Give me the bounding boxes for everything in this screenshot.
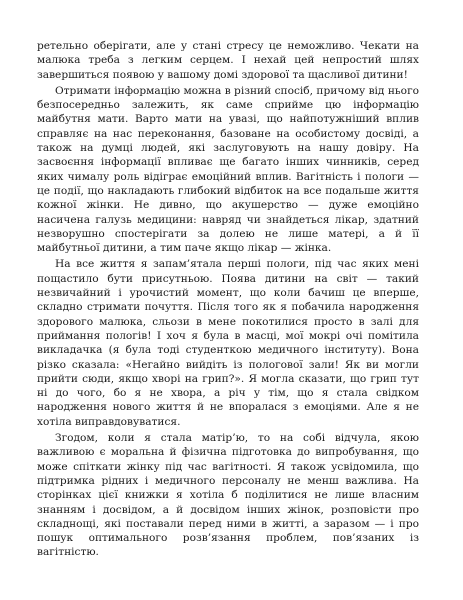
body-text: [37, 39, 419, 562]
paragraph-2: Отримати інформацію можна в різний спосіб, причому від нього безпосередньо залежить, як саме сприйме цю інформацію майбутня мати. Варто мати на увазі, що найпотужніший вплив справляє на нас переконання, базоване на особистому досвіді, а також на думці людей, які заслуговують на нашу довіру. На засвоєння інформації впливає ще багато інших чинників, серед яких чималу роль відіграє емоційний вплив. Вагітність і пологи — це події, що накладають глибокий відбиток на все подальше життя кожної жінки. Не дивно, що акушерство — дуже емоційно насичена галузь медицини: навряд чи знайдеться лікар, здатний незворушно спостерігати за долею не лише матері, а й її майбутньої дитини, а тим паче якщо лікар — жінка.: [37, 84, 419, 255]
paragraph-4: Згодом, коли я стала матір’ю, то на собі відчула, якою важливою є моральна й фізична підготовка до випробування, що може спіткати жінку під час вагітності. Я також усвідомила, що підтримка рідних і медичного персоналу не менш важлива. На сторінках цієї книжки я хотіла б поділитися не лише власним знанням і досвідом, а й досвідом інших жінок, розповісти про складнощі, які поставали перед ними в житті, а заразом — і про пошук оптимального розв’язання проблем, пов’язаних із вагітністю.: [37, 432, 419, 559]
paragraph-1: ретельно оберігати, але у стані стресу це неможливо. Чекати на малюка треба з легким серцем. І нехай цей непростий шлях завершиться появою у вашому домі здорової та щасливої дитини!: [37, 40, 419, 81]
paragraph-3: На все життя я запам’ятала перші пологи, під час яких мені пощастило бути присутньою. Поява дитини на світ — такий незвичайний і урочистий момент, що коли бачиш це вперше, складно стримати почуття. Після того як я побачила народження здорового малюка, сльози в мене покотилися просто в залі для приймання пологів! І хоч я була в масці, мої мокрі очі помітила викладачка (я була тоді студенткою медичного інституту). Вона різко сказала: «Негайно вийдіть із пологової зали! Як ви могли прийти сюди, якщо хворі на грип?». Я могла сказати, що грип тут ні до чого, бо я не хвора, а річ у тім, що я стала свідком народження нового життя й не впоралася з емоціями. Але я не хотіла виправдовуватися.: [37, 258, 419, 428]
